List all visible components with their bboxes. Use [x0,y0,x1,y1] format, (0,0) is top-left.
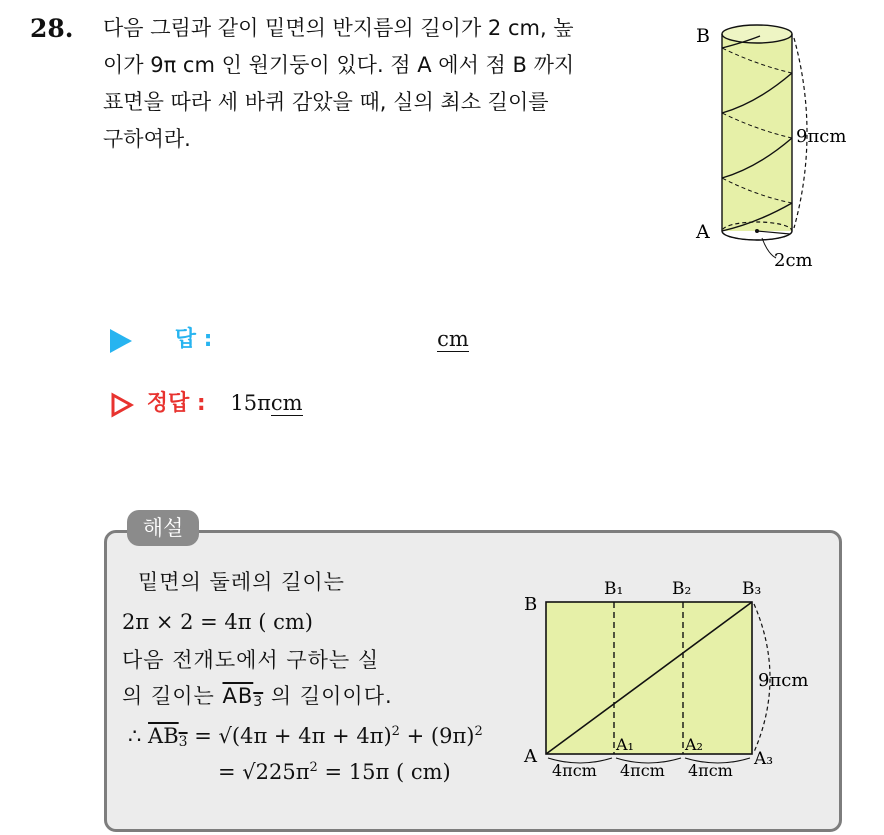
answer-row [110,322,469,353]
net-segment-label-1: 4πcm [552,761,597,780]
outline-arrow-icon [110,392,134,418]
net-point-b: B [524,594,538,615]
correct-unit: cm [270,391,303,415]
cylinder-point-a: A [696,221,710,243]
question-line-4: 구하여라. [103,127,191,151]
correct-value: 15πcm [230,391,303,415]
net-point-a1: A₁ [616,735,634,754]
cylinder-point-b: B [696,25,710,47]
solution-line-5: ∴ $AB_3 = √(4\pi + 4\pi + 4\pi)^2 + (9\pi)^2$ [128,724,483,750]
solution-line-3: 다음 전개도에서 구하는 실 [122,648,380,672]
solution-line-1: 밑면의 둘레의 길이는 [138,570,345,594]
answer-blank[interactable] [437,327,469,352]
correct-label: 정답 : [146,391,206,416]
question-line-1: 다음 그림과 같이 밑면의 반지름의 길이가 2 cm, 높 [103,16,574,40]
question-line-3: 표면을 따라 세 바퀴 감았을 때, 실의 최소 길이를 [103,90,549,114]
play-arrow-icon [110,329,132,353]
net-point-a3: A₃ [754,749,774,769]
net-segment-label-3: 4πcm [688,761,733,780]
answer-label: 답 : [174,327,213,352]
net-point-a2: A₂ [685,735,703,754]
cylinder-height-label: 9πcm [796,126,847,147]
answer-unit: cm [437,327,469,351]
solution-line-4: 의 길이는 $AB_3$ 의 길이이다. [122,684,393,710]
question-number: 28. [30,14,74,43]
net-point-b3: B₃ [742,579,762,599]
solution-line-6: = $√225\pi^2 = 15\pi$ ( cm) [218,760,451,784]
solution-line-2: 2π × 2 = 4π ( cm) [122,610,313,634]
solution-tag: 해설 [127,510,199,546]
segment-ab3: $AB_3$ [222,684,264,710]
net-point-b2: B₂ [672,579,692,599]
correct-answer-row [110,386,303,418]
cylinder-figure [690,18,865,273]
cylinder-radius-label: 2cm [774,250,813,271]
net-point-b1: B₁ [604,579,624,599]
net-figure [518,578,818,783]
net-point-a: A [524,746,537,767]
question-line-2: 이가 9π cm 인 원기둥이 있다. 점 A 에서 점 B 까지 [103,53,575,77]
question-text [103,10,683,158]
net-segment-label-2: 4πcm [620,761,665,780]
net-height-label: 9πcm [758,670,809,691]
